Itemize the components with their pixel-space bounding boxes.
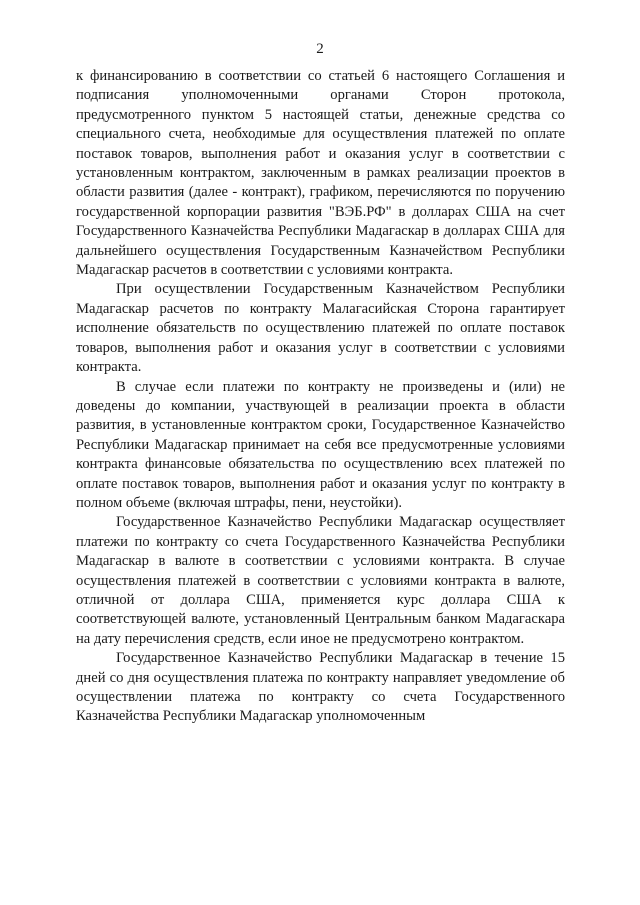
paragraph-continuation: к финансированию в соответствии со статьей 6 настоящего Соглашения и подписания уполномоченными органами Сторон протокола, предусмотренного пунктом 5 настоящей статьи, денежные средства со специального счета, необходимые для осуществления платежей по оплате поставок товаров, выполнения работ и оказания услуг в соответствии с установленным контрактом, заключенным в рамках реализации проектов в области развития (далее - контракт), графиком, перечисляются по поручению государственной корпорации развития "ВЭБ.РФ" в долларах США на счет Государственного Казначейства Республики Мадагаскар в долларах США для дальнейшего осуществления Государственным Казначейством Республики Мадагаскар расчетов в соответствии с условиями контракта.: [76, 68, 565, 279]
paragraph-obligations: В случае если платежи по контракту не произведены и (или) не доведены до компании, участвующей в реализации проекта в области развития, в установленные контрактом сроки, Государственное Казначейство Республики Мадагаскар принимает на себя все предусмотренные условиями контракта финансовые обязательства по осуществлению всех платежей по оплате поставок товаров, выполнения работ и оказания услуг по контракту в полном объеме (включая штрафы, пени, неустойки).: [76, 378, 565, 511]
document-body: [76, 67, 565, 727]
paragraph-guarantee: При осуществлении Государственным Казначейством Республики Мадагаскар расчетов по контракту Малагасийская Сторона гарантирует исполнение обязательств по осуществлению платежей по оплате поставок товаров, выполнения работ и оказания услуг в соответствии с условиями контракта.: [76, 281, 565, 376]
paragraph-payments: Государственное Казначейство Республики Мадагаскар осуществляет платежи по контракту со счета Государственного Казначейства Республики Мадагаскар в валюте в соответствии с условиями контракта. В случае осуществления платежей в соответствии с условиями контракта в валюте, отличной от доллара США, применяется курс доллара США к соответствующей валюте, установленный Центральным банком Мадагаскара на дату перечисления средств, если иное не предусмотрено контрактом.: [76, 514, 565, 647]
page-number: 2: [316, 41, 324, 57]
paragraph-notification: Государственное Казначейство Республики Мадагаскар в течение 15 дней со дня осуществления платежа по контракту направляет уведомление об осуществлении платежа по контракту со счета Государственного Казначейства Республики Мадагаскар уполномоченным: [76, 650, 565, 725]
